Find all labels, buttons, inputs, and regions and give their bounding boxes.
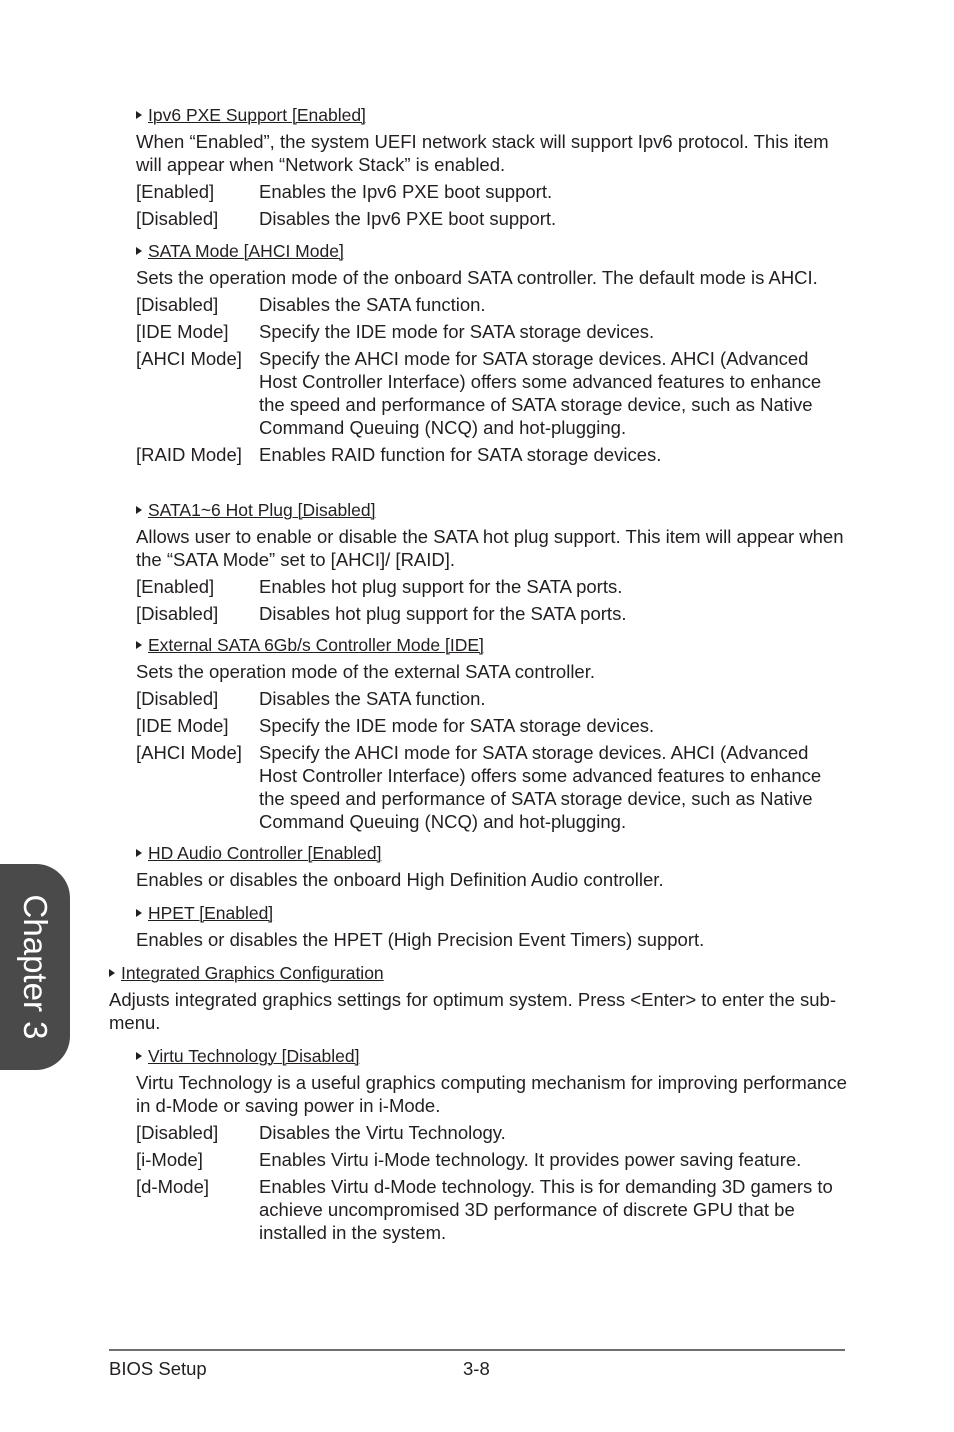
section-description: Sets the operation mode of the onboard SATA controller. The default mode is AHCI.: [136, 267, 818, 288]
section-heading: Virtu Technology [Disabled]: [136, 1045, 848, 1067]
option-desc: Disables hot plug support for the SATA ports.: [259, 603, 627, 624]
footer-title: BIOS Setup: [109, 1358, 207, 1379]
option-desc: Specify the AHCI mode for SATA storage devices. AHCI (Advanced Host Controller Interface) offers some advanced features to enhance the speed and performance of SATA storage device, such as Native Command Queuing (NCQ) and hot-plugging.: [259, 348, 822, 438]
triangle-bullet-icon: [109, 969, 115, 977]
option-desc: Specify the IDE mode for SATA storage devices.: [259, 321, 655, 342]
option-row: [136, 207, 848, 230]
option-row: [136, 687, 848, 710]
option-row: [136, 293, 848, 316]
option-key: [AHCI Mode]: [136, 742, 242, 763]
option-row: [136, 443, 848, 466]
section-ipv6-pxe-support: [136, 104, 848, 230]
page-number: 3-8: [463, 1358, 490, 1379]
option-row: [136, 1148, 848, 1171]
triangle-bullet-icon: [136, 641, 142, 649]
option-key: [d-Mode]: [136, 1176, 210, 1197]
section-virtu-technology: [136, 1045, 848, 1244]
triangle-bullet-icon: [136, 506, 142, 514]
option-key: [Disabled]: [136, 688, 219, 709]
option-desc: Enables the Ipv6 PXE boot support.: [259, 181, 553, 202]
section-description: Sets the operation mode of the external SATA controller.: [136, 661, 595, 682]
option-desc: Specify the IDE mode for SATA storage devices.: [259, 715, 655, 736]
option-desc: Disables the Ipv6 PXE boot support.: [259, 208, 557, 229]
section-description: When “Enabled”, the system UEFI network stack will support Ipv6 protocol. This item will appear when “Network Stack” is enabled.: [136, 131, 829, 175]
section-description: Adjusts integrated graphics settings for optimum system. Press <Enter> to enter the sub-menu.: [109, 989, 836, 1033]
option-key: [IDE Mode]: [136, 715, 229, 736]
section-heading: HPET [Enabled]: [136, 902, 848, 924]
section-description: Enables or disables the HPET (High Precision Event Timers) support.: [136, 929, 705, 950]
triangle-bullet-icon: [136, 247, 142, 255]
section-heading: SATA Mode [AHCI Mode]: [136, 240, 848, 262]
option-desc: Enables Virtu d-Mode technology. This is for demanding 3D gamers to achieve uncompromised 3D performance of discrete GPU that be installed in the system.: [259, 1176, 833, 1243]
section-description: Virtu Technology is a useful graphics computing mechanism for improving performance in d-Mode or saving power in i-Mode.: [136, 1072, 847, 1116]
option-row: [136, 714, 848, 737]
option-row: [136, 347, 848, 439]
section-hd-audio-controller: [136, 842, 848, 891]
option-row: [136, 575, 848, 598]
triangle-bullet-icon: [136, 1052, 142, 1060]
triangle-bullet-icon: [136, 909, 142, 917]
triangle-bullet-icon: [136, 111, 142, 119]
section-heading: HD Audio Controller [Enabled]: [136, 842, 848, 864]
section-heading: Integrated Graphics Configuration: [109, 962, 849, 984]
option-row: [136, 1175, 848, 1244]
chapter-tab: [0, 864, 70, 1070]
option-row: [136, 741, 848, 833]
option-desc: Enables hot plug support for the SATA ports.: [259, 576, 623, 597]
section-description: Enables or disables the onboard High Definition Audio controller.: [136, 869, 664, 890]
section-external-sata-controller-mode: [136, 634, 848, 833]
section-sata-mode: [136, 240, 848, 466]
section-integrated-graphics-configuration: [109, 962, 849, 1034]
footer-divider: [109, 1349, 845, 1351]
option-row: [136, 602, 848, 625]
chapter-tab-label: Chapter 3: [17, 894, 54, 1040]
option-key: [Enabled]: [136, 576, 215, 597]
section-hpet: [136, 902, 848, 951]
option-key: [RAID Mode]: [136, 444, 242, 465]
option-row: [136, 180, 848, 203]
option-key: [Disabled]: [136, 208, 219, 229]
option-key: [IDE Mode]: [136, 321, 229, 342]
option-desc: Specify the AHCI mode for SATA storage devices. AHCI (Advanced Host Controller Interface) offers some advanced features to enhance the speed and performance of SATA storage device, such as Native Command Queuing (NCQ) and hot-plugging.: [259, 742, 822, 832]
section-heading: Ipv6 PXE Support [Enabled]: [136, 104, 848, 126]
option-desc: Disables the SATA function.: [259, 688, 486, 709]
option-key: [Enabled]: [136, 181, 215, 202]
option-key: [AHCI Mode]: [136, 348, 242, 369]
option-key: [Disabled]: [136, 603, 219, 624]
section-heading: SATA1~6 Hot Plug [Disabled]: [136, 499, 848, 521]
option-desc: Disables the Virtu Technology.: [259, 1122, 506, 1143]
triangle-bullet-icon: [136, 849, 142, 857]
option-row: [136, 1121, 848, 1144]
option-desc: Disables the SATA function.: [259, 294, 486, 315]
section-sata-hot-plug: [136, 499, 848, 625]
option-desc: Enables Virtu i-Mode technology. It provides power saving feature.: [259, 1149, 802, 1170]
option-desc: Enables RAID function for SATA storage devices.: [259, 444, 662, 465]
option-key: [Disabled]: [136, 294, 219, 315]
option-key: [i-Mode]: [136, 1149, 203, 1170]
section-description: Allows user to enable or disable the SATA hot plug support. This item will appear when the “SATA Mode” set to [AHCI]/ [RAID].: [136, 526, 844, 570]
option-key: [Disabled]: [136, 1122, 219, 1143]
section-heading: External SATA 6Gb/s Controller Mode [IDE]: [136, 634, 848, 656]
option-row: [136, 320, 848, 343]
